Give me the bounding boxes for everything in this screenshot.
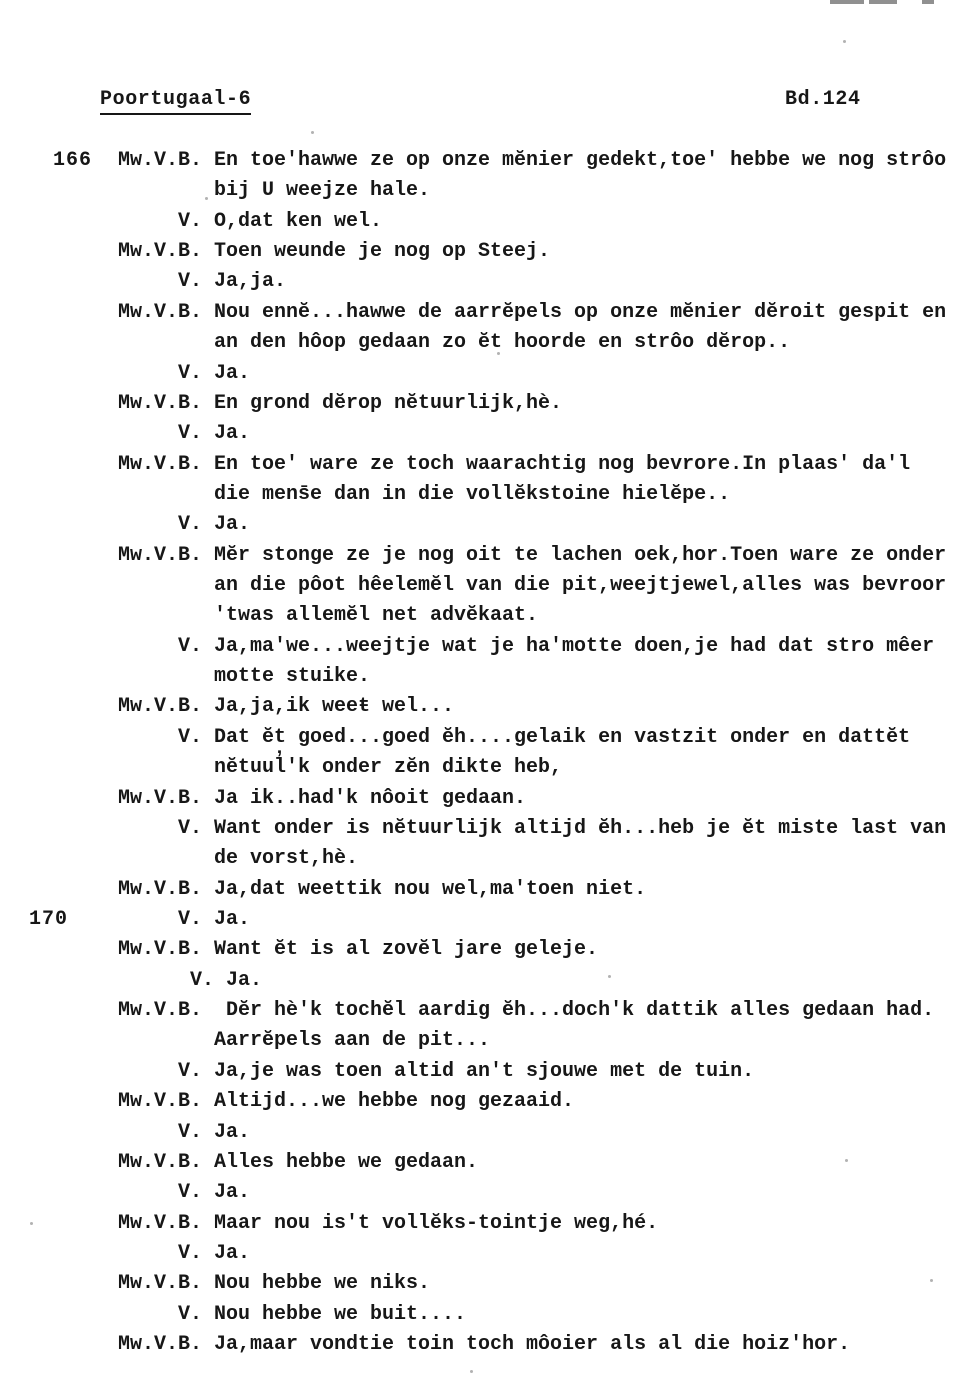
line-text: Alles hebbe we gedaan. [214, 1150, 479, 1174]
line-text: Ja. [214, 907, 251, 931]
line-text: Ja,dat weettik nou wel,ma'toen niet. [214, 877, 647, 901]
speaker-label: V. [177, 270, 202, 294]
scan-edge-mark [922, 0, 934, 4]
speaker-label: V. [177, 907, 202, 931]
speaker-label: Mw.V.B. [118, 877, 203, 901]
speaker-label: V. [177, 1241, 202, 1265]
volume-label: Bd.124 [785, 88, 861, 111]
line-text: Nou hebbe we niks. [214, 1272, 431, 1296]
line-text: O,dat ken wel. [214, 209, 383, 233]
speaker-label: V. [177, 361, 202, 385]
transcript-line [118, 267, 973, 297]
scan-edge-mark [869, 0, 897, 4]
line-text: Ja,je was toen altid an't sjouwe met de tuin. [214, 1059, 755, 1083]
speaker-label: Mw.V.B. [118, 452, 203, 476]
transcript-line [118, 359, 973, 389]
scan-speck [608, 975, 611, 978]
line-text: Aarrĕpels aan de pit... [214, 1029, 491, 1053]
speaker-label: Mw.V.B. [118, 543, 203, 567]
speaker-label: Mw.V.B. [118, 1272, 203, 1296]
line-text: Ja,ja. [214, 270, 287, 294]
speaker-label: V. [177, 634, 202, 658]
transcript-line [118, 1178, 973, 1208]
line-text: Ja. [214, 422, 251, 446]
transcript-line [118, 601, 973, 631]
scan-speck [311, 131, 314, 134]
transcript-line [118, 298, 973, 328]
scan-speck [930, 1279, 933, 1282]
speaker-label: V. [189, 968, 214, 992]
line-text: Maar nou is't vollĕks-tointje weg,hé. [214, 1211, 659, 1235]
line-text: Ja. [214, 361, 251, 385]
speaker-label: Mw.V.B. [118, 695, 203, 719]
speaker-label [118, 571, 202, 601]
transcript-line [118, 1330, 973, 1360]
line-text: 'twas allemĕl net advĕkaat. [214, 604, 539, 628]
line-text: Ja,ja,ik weeŧ wel... [214, 695, 455, 719]
transcript-line [118, 1148, 973, 1178]
transcript-line [118, 146, 973, 176]
transcript-line [118, 814, 973, 844]
line-text: Nou hebbe we buit.... [214, 1302, 467, 1326]
line-text: Dat ĕt goed...goed ĕh....gelaik en vastzit onder en dattĕt [214, 725, 911, 749]
transcript-line [118, 632, 973, 662]
transcript-line [118, 328, 973, 358]
speaker-label [118, 601, 202, 631]
speaker-label: V. [177, 1059, 202, 1083]
transcript-line [118, 996, 973, 1026]
transcript-line [118, 176, 973, 206]
speaker-label: V. [177, 725, 202, 749]
speaker-label: V. [177, 422, 202, 446]
speaker-label: Mw.V.B. [118, 149, 203, 172]
transcript-line [118, 692, 973, 722]
line-text: Ja. [214, 1241, 251, 1265]
scan-edge-mark [830, 0, 864, 4]
transcript [118, 146, 973, 1360]
line-text: En toe'hawwe ze op onze mĕnier gedekt,toe' hebbe we nog strôo [214, 149, 947, 172]
transcript-line [118, 541, 973, 571]
line-text: motte stuike. [214, 665, 371, 689]
speaker-label: Mw.V.B. [118, 1150, 203, 1174]
speaker-label: Mw.V.B. [118, 1211, 203, 1235]
speaker-label: Mw.V.B. [118, 300, 203, 324]
transcript-line [118, 1300, 973, 1330]
line-text: Ja,maar vondtie toin toch môoier als al die hoiz'hor. [214, 1333, 851, 1357]
speaker-label: V. [177, 513, 202, 537]
line-text: die mens̄e dan in die vollĕkstoine hielĕpe.. [214, 482, 731, 506]
scan-speck [497, 352, 500, 355]
line-text: Want ĕt is al zovĕl jare geleje. [214, 938, 599, 962]
line-text: Ja ik..had'k nôoit gedaan. [214, 786, 527, 810]
line-text: En toe' ware ze toch waarachtig nog bevrore.In plaas' da'l [214, 452, 911, 476]
line-text: Want onder is nĕtuurlijk altijd ĕh...heb je ĕt miste last van [214, 816, 947, 840]
speaker-label: Mw.V.B. [118, 1090, 203, 1114]
line-text: an die pôot hêelemĕl van die pit,weejtjewel,alles was bevroor [214, 574, 947, 598]
transcript-line [118, 905, 973, 935]
transcript-line [118, 1239, 973, 1269]
transcript-line [118, 480, 973, 510]
speaker-label: V. [177, 816, 202, 840]
transcript-line [118, 662, 973, 692]
line-text: Ja. [214, 1120, 251, 1144]
line-text: an den hôop gedaan zo ĕt hoorde en strôo dĕrop.. [214, 331, 791, 355]
transcript-line [118, 510, 973, 540]
line-text: Toen weunde je nog op Steej. [214, 240, 551, 264]
speaker-label [118, 328, 202, 358]
transcript-line [118, 1087, 973, 1117]
margin-line-number-166: 166 [53, 149, 93, 172]
line-text: Ja. [214, 513, 251, 537]
speaker-label: V. [177, 1302, 202, 1326]
transcript-line [118, 1026, 973, 1056]
line-text: bij U weejze hale. [214, 179, 431, 203]
scan-speck [845, 1159, 848, 1162]
transcript-line [118, 784, 973, 814]
transcript-line [118, 1209, 973, 1239]
speaker-label: Mw.V.B. [118, 786, 203, 810]
scan-speck [470, 1370, 473, 1373]
transcript-line [118, 450, 973, 480]
transcript-line [118, 571, 973, 601]
margin-line-number-170: 170 [29, 908, 69, 931]
line-text: Nou ennĕ...hawwe de aarrĕpels op onze mĕnier dĕroit gespit en [214, 300, 947, 324]
transcript-line [118, 1118, 973, 1148]
line-text: Mĕr stonge ze je nog oit te lachen oek,hor.Toen ware ze onder [214, 543, 947, 567]
transcript-line [118, 419, 973, 449]
speaker-label [118, 1026, 202, 1056]
speaker-label: V. [177, 209, 202, 233]
speaker-label: Mw.V.B. [118, 999, 203, 1023]
transcript-line [118, 723, 973, 753]
speaker-label [118, 176, 202, 206]
speaker-label [118, 753, 202, 783]
scan-speck [205, 197, 208, 200]
transcript-line [118, 844, 973, 874]
transcript-line [118, 935, 973, 965]
scan-speck [30, 1222, 33, 1225]
transcript-line [118, 389, 973, 419]
page-title: Poortugaal-6 [100, 88, 251, 115]
transcript-line [118, 1269, 973, 1299]
speaker-label: V. [177, 1181, 202, 1205]
line-text: Ja,ma'we...weejtje wat je ha'motte doen,je had dat stro mêer [214, 634, 935, 658]
speaker-label: Mw.V.B. [118, 938, 203, 962]
line-text: En grond dĕrop nĕtuurlijk,hè. [214, 391, 563, 415]
line-text: nĕtuul̓'k onder zĕn dikte heb, [214, 756, 563, 780]
speaker-label: Mw.V.B. [118, 1333, 203, 1357]
transcript-line [118, 875, 973, 905]
line-text: de vorst,hè. [214, 847, 359, 871]
speaker-label [118, 844, 202, 874]
transcript-line [118, 966, 973, 996]
line-text: Altijd...we hebbe nog gezaaid. [214, 1090, 575, 1114]
speaker-label: V. [177, 1120, 202, 1144]
scan-speck [843, 40, 846, 43]
transcript-line [118, 1057, 973, 1087]
transcript-line [118, 207, 973, 237]
speaker-label [118, 662, 202, 692]
line-text: Dĕr hè'k tochĕl aardig ĕh...doch'k dattik alles gedaan had. [214, 999, 935, 1023]
speaker-label: Mw.V.B. [118, 391, 203, 415]
line-text: Ja. [214, 1181, 251, 1205]
transcript-line [118, 237, 973, 267]
line-text: Ja. [226, 968, 263, 992]
transcript-line [118, 753, 973, 783]
speaker-label: Mw.V.B. [118, 240, 203, 264]
speaker-label [118, 480, 202, 510]
